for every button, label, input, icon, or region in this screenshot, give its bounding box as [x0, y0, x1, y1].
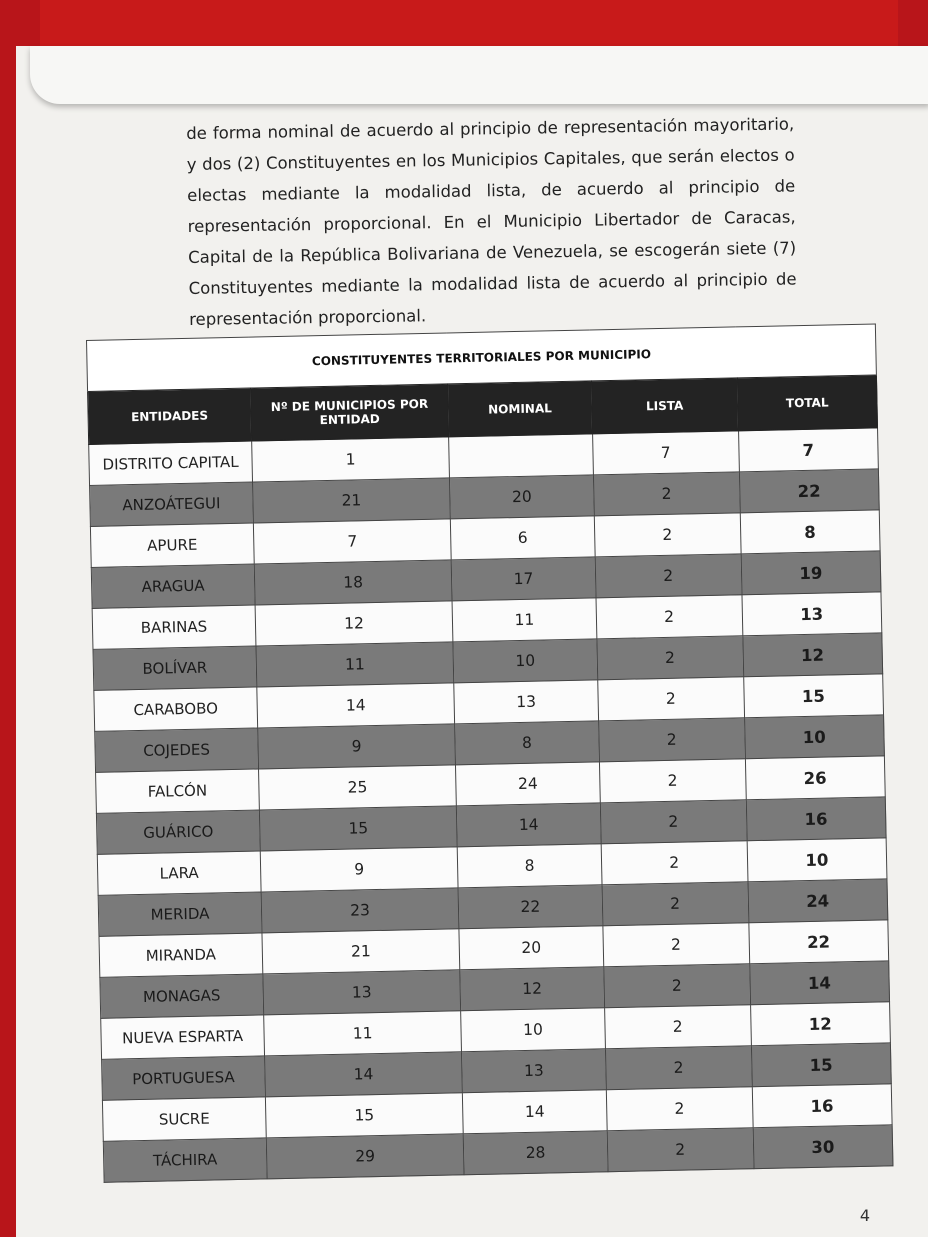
- nominal-cell: 10: [461, 1008, 605, 1052]
- municipios-cell: 18: [254, 560, 452, 605]
- total-cell: 15: [743, 674, 883, 718]
- nominal-cell: 8: [457, 844, 601, 888]
- lista-cell: 2: [602, 882, 749, 926]
- nominal-cell: 13: [462, 1049, 606, 1093]
- entity-cell: LARA: [97, 851, 261, 895]
- nominal-cell: 17: [451, 557, 595, 601]
- nominal-cell: 14: [463, 1090, 607, 1134]
- municipios-cell: 14: [264, 1052, 462, 1097]
- total-cell: 22: [739, 469, 879, 513]
- total-cell: 12: [742, 633, 882, 677]
- municipios-cell: 9: [260, 847, 458, 892]
- nominal-cell: 10: [453, 639, 597, 683]
- entity-cell: MERIDA: [98, 892, 262, 936]
- entity-cell: ARAGUA: [91, 564, 255, 608]
- body-paragraph: de forma nominal de acuerdo al principio de representación mayoritario, y dos (2) Constituyentes en los Municipios Capitales, que serán electos o electas mediante la modalidad lista, de acuerdo al principio de representación proporcional. En el Municipio Libertador de Caracas, Capital de la República Bolivariana de Venezuela, se escogerán siete (7) Constituyentes mediante la modalidad lista de acuerdo al principio de representación proporcional.: [186, 114, 797, 329]
- municipios-cell: 11: [256, 642, 454, 687]
- header-entidades: ENTIDADES: [88, 388, 252, 444]
- table-body: [89, 428, 893, 1182]
- entity-cell: MONAGAS: [100, 974, 264, 1018]
- lista-cell: 2: [599, 759, 746, 803]
- municipios-cell: 23: [261, 888, 459, 933]
- entity-cell: PORTUGUESA: [102, 1056, 266, 1100]
- entity-cell: TÁCHIRA: [103, 1138, 267, 1182]
- total-cell: 15: [751, 1043, 891, 1087]
- nominal-cell: 20: [450, 475, 594, 519]
- lista-cell: 2: [595, 554, 742, 598]
- nominal-cell: 14: [456, 803, 600, 847]
- municipios-cell: 14: [257, 683, 455, 728]
- municipios-cell: 21: [262, 929, 460, 974]
- header-municipios: Nº DE MUNICIPIOS POR ENTIDAD: [250, 384, 448, 441]
- nominal-cell: 8: [455, 721, 599, 765]
- previous-sheet-edge: [30, 46, 928, 104]
- nominal-cell: 22: [458, 885, 602, 929]
- municipios-cell: 15: [259, 806, 457, 851]
- total-cell: 12: [750, 1002, 890, 1046]
- total-cell: 16: [752, 1084, 892, 1128]
- lista-cell: 2: [597, 636, 744, 680]
- entity-cell: GUÁRICO: [96, 810, 260, 854]
- nominal-cell: 13: [454, 680, 598, 724]
- total-cell: 16: [746, 797, 886, 841]
- total-cell: 19: [741, 551, 881, 595]
- lista-cell: 2: [600, 800, 747, 844]
- total-cell: 30: [753, 1125, 893, 1169]
- municipios-cell: 25: [258, 765, 456, 810]
- lista-cell: 7: [592, 431, 739, 475]
- entity-cell: ANZOÁTEGUI: [90, 482, 254, 526]
- header-total: TOTAL: [737, 375, 878, 431]
- lista-cell: 2: [604, 1005, 751, 1049]
- municipios-cell: 11: [264, 1011, 462, 1056]
- total-cell: 22: [748, 920, 888, 964]
- entity-cell: APURE: [90, 523, 254, 567]
- total-cell: 24: [748, 879, 888, 923]
- lista-cell: 2: [594, 513, 741, 557]
- document-page: [16, 46, 928, 1237]
- total-cell: 13: [742, 592, 882, 636]
- table-container: [86, 323, 893, 1182]
- total-cell: 7: [738, 428, 878, 472]
- lista-cell: 2: [601, 841, 748, 885]
- nominal-cell: 24: [456, 762, 600, 806]
- municipios-cell: 7: [253, 519, 451, 564]
- municipios-cell: 21: [252, 478, 450, 523]
- entity-cell: SUCRE: [102, 1097, 266, 1141]
- municipios-cell: 1: [252, 437, 450, 482]
- municipios-cell: 12: [255, 601, 453, 646]
- entity-cell: MIRANDA: [99, 933, 263, 977]
- lista-cell: 2: [598, 677, 745, 721]
- header-lista: LISTA: [591, 378, 738, 434]
- total-cell: 8: [740, 510, 880, 554]
- lista-cell: 2: [598, 718, 745, 762]
- lista-cell: 2: [607, 1128, 754, 1172]
- municipios-cell: 9: [258, 724, 456, 769]
- entity-cell: NUEVA ESPARTA: [101, 1015, 265, 1059]
- nominal-cell: 20: [459, 926, 603, 970]
- lista-cell: 2: [606, 1087, 753, 1131]
- lista-cell: 2: [593, 472, 740, 516]
- lista-cell: 2: [603, 923, 750, 967]
- page-number: 4: [859, 1206, 870, 1225]
- lista-cell: 2: [604, 964, 751, 1008]
- municipios-cell: 15: [265, 1093, 463, 1138]
- nominal-cell: 12: [460, 967, 604, 1011]
- table-title: CONSTITUYENTES TERRITORIALES POR MUNICIPIO: [87, 324, 877, 392]
- entity-cell: BARINAS: [92, 605, 256, 649]
- total-cell: 14: [749, 961, 889, 1005]
- entity-cell: COJEDES: [95, 728, 259, 772]
- nominal-cell: 6: [450, 516, 594, 560]
- municipios-cell: 29: [266, 1134, 464, 1179]
- total-cell: 10: [747, 838, 887, 882]
- lista-cell: 2: [596, 595, 743, 639]
- constituyentes-table: [86, 323, 893, 1182]
- nominal-cell: 11: [452, 598, 596, 642]
- municipios-cell: 13: [263, 970, 461, 1015]
- entity-cell: FALCÓN: [96, 769, 260, 813]
- nominal-cell: 28: [463, 1131, 607, 1175]
- total-cell: 26: [745, 756, 885, 800]
- lista-cell: 2: [605, 1046, 752, 1090]
- header-nominal: NOMINAL: [448, 381, 593, 437]
- total-cell: 10: [744, 715, 884, 759]
- entity-cell: DISTRITO CAPITAL: [89, 441, 253, 485]
- entity-cell: CARABOBO: [94, 687, 258, 731]
- nominal-cell: [449, 434, 593, 478]
- entity-cell: BOLÍVAR: [93, 646, 257, 690]
